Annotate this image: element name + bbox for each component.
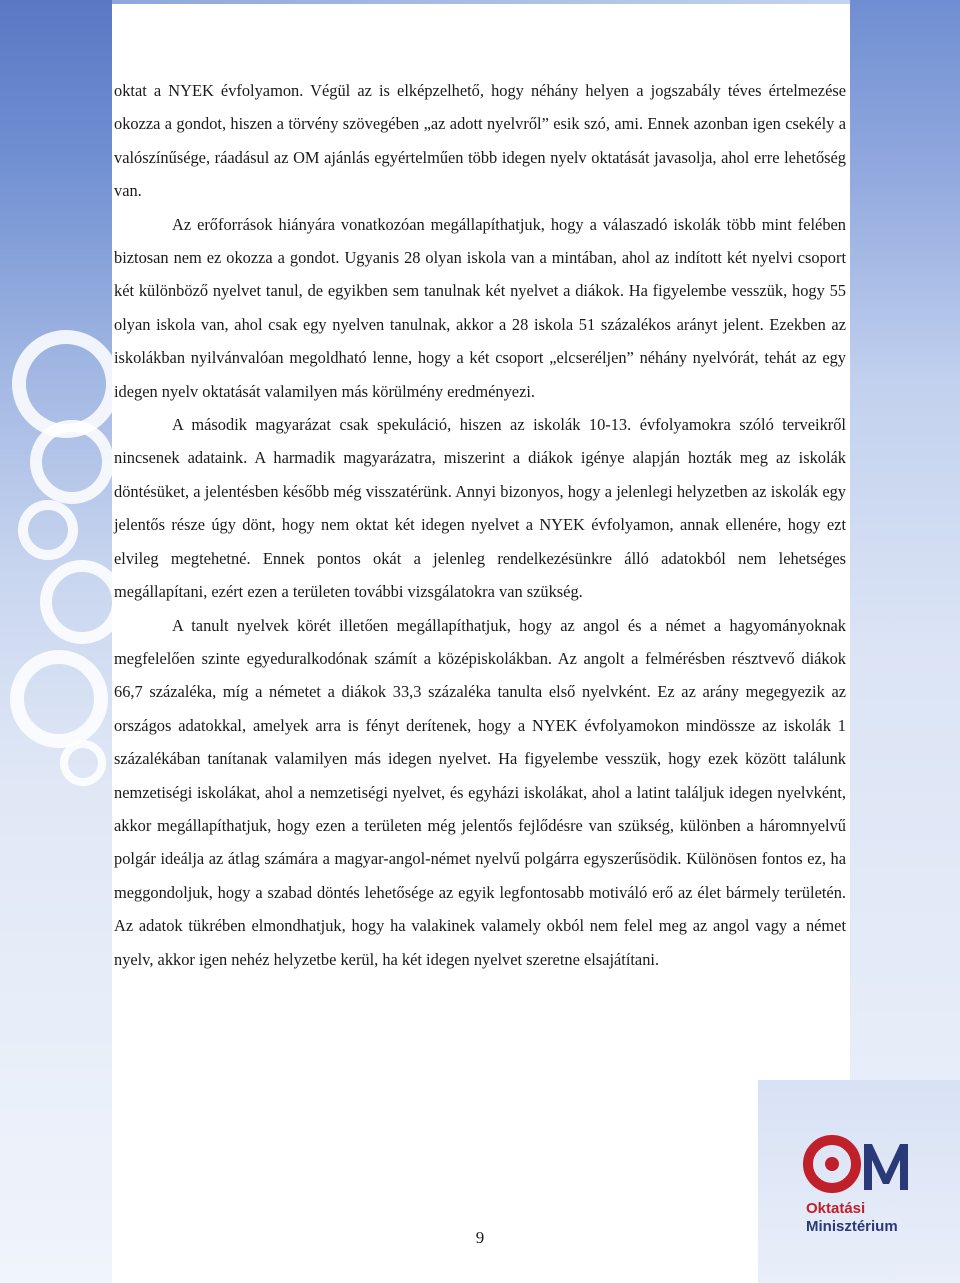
body-text: [114, 74, 846, 976]
paragraph: Az erőforrások hiányára vonatkozóan megállapíthatjuk, hogy a válaszadó iskolák több mint felében biztosan nem ez okozza a gondot. Ugyanis 28 olyan iskola van a mintában, ahol az indított két nyelvi csoport két különböző nyelvet tanul, de egyikben sem tanulnak két nyelvet a diákok. Ha figyelembe vesszük, hogy 55 olyan iskola van, ahol csak egy nyelven tanulnak, akkor a 28 iskola 51 százalékos arányt jelent. Ezekben az iskolákban nyilvánvalóan megoldható lenne, hogy a két csoport „elcseréljen” néhány nyelvórát, tehát az egy idegen nyelv oktatását valamilyen más körülmény eredményezi.: [114, 214, 846, 401]
ministry-logo: [756, 1080, 960, 1283]
paragraph: oktat a NYEK évfolyamon. Végül az is elképzelhető, hogy néhány helyen a jogszabály téves értelmezése okozza a gondot, hiszen a törvény szövegében „az adott nyelvről” esik szó, ami. Ennek azonban igen csekély a valószínűsége, ráadásul az OM ajánlás egyértelműen több idegen nyelv oktatását javasolja, ahol erre lehetőség van.: [114, 81, 846, 201]
left-decorative-border: [0, 0, 112, 1283]
decorative-circle: [30, 420, 114, 504]
decorative-circle: [60, 740, 106, 786]
om-logo-icon: [802, 1130, 922, 1196]
paragraph: A második magyarázat csak spekuláció, hiszen az iskolák 10-13. évfolyamokra szóló terveikről nincsenek adataink. A harmadik magyarázatra, miszerint a diákok igénye alapján hozták meg az iskolák döntésüket, a jelentésben később még visszatérünk. Annyi bizonyos, hogy a jelenlegi helyzetben az iskolák egy jelentős része úgy dönt, hogy nem oktat két idegen nyelvet a NYEK évfolyamon, annak ellenére, hogy ezt elvileg megtehetné. Ennek pontos okát a jelenleg rendelkezésünkre álló adatokból nem lehetséges megállapítani, ezért ezen a területen további vizsgálatokra van szükség.: [114, 415, 846, 602]
logo-name-line2: Minisztérium: [806, 1218, 898, 1235]
page-sheet-bottom: [112, 1140, 756, 1283]
page-number: 9: [475, 1228, 485, 1247]
paragraph: A tanult nyelvek körét illetően megállapíthatjuk, hogy az angol és a német a hagyományoknak megfelelően szinte egyeduralkodónak számít a középiskolákban. Az angolt a felmérésben résztvevő diákok 66,7 százaléka, míg a németet a diákok 33,3 százaléka tanulta első nyelvként. Ez az arány megegyezik az országos adatokkal, amelyek arra is fényt derítenek, hogy a NYEK évfolyamokon mindössze az iskolák 1 százalékában tanítanak valamilyen más idegen nyelvet. Ha figyelembe vesszük, hogy ezek között találunk nemzetiségi iskolákat, ahol a nemzetiségi nyelvet, és egyházi iskolákat, ahol a latint találjuk idegen nyelvként, akkor megállapíthatjuk, hogy ezen a területen még jelentős fejlődésre van szükség, különben a háromnyelvű polgár ideálja az átlag számára a magyar-angol-német nyelvű polgárra egyszerűsödik. Különösen fontos ez, ha meggondoljuk, hogy a szabad döntés lehetősége az egyik legfontosabb motiváló erő az élet bármely területén. Az adatok tükrében elmondhatjuk, hogy ha valakinek valamely okból nem felel meg az angol vagy a német nyelv, akkor igen nehéz helyzetbe kerül, ha két idegen nyelvet szeretne elsajátítani.: [114, 615, 846, 969]
decorative-circle: [18, 500, 78, 560]
logo-name-line1: Oktatási: [806, 1200, 866, 1217]
decorative-circle: [10, 650, 108, 748]
